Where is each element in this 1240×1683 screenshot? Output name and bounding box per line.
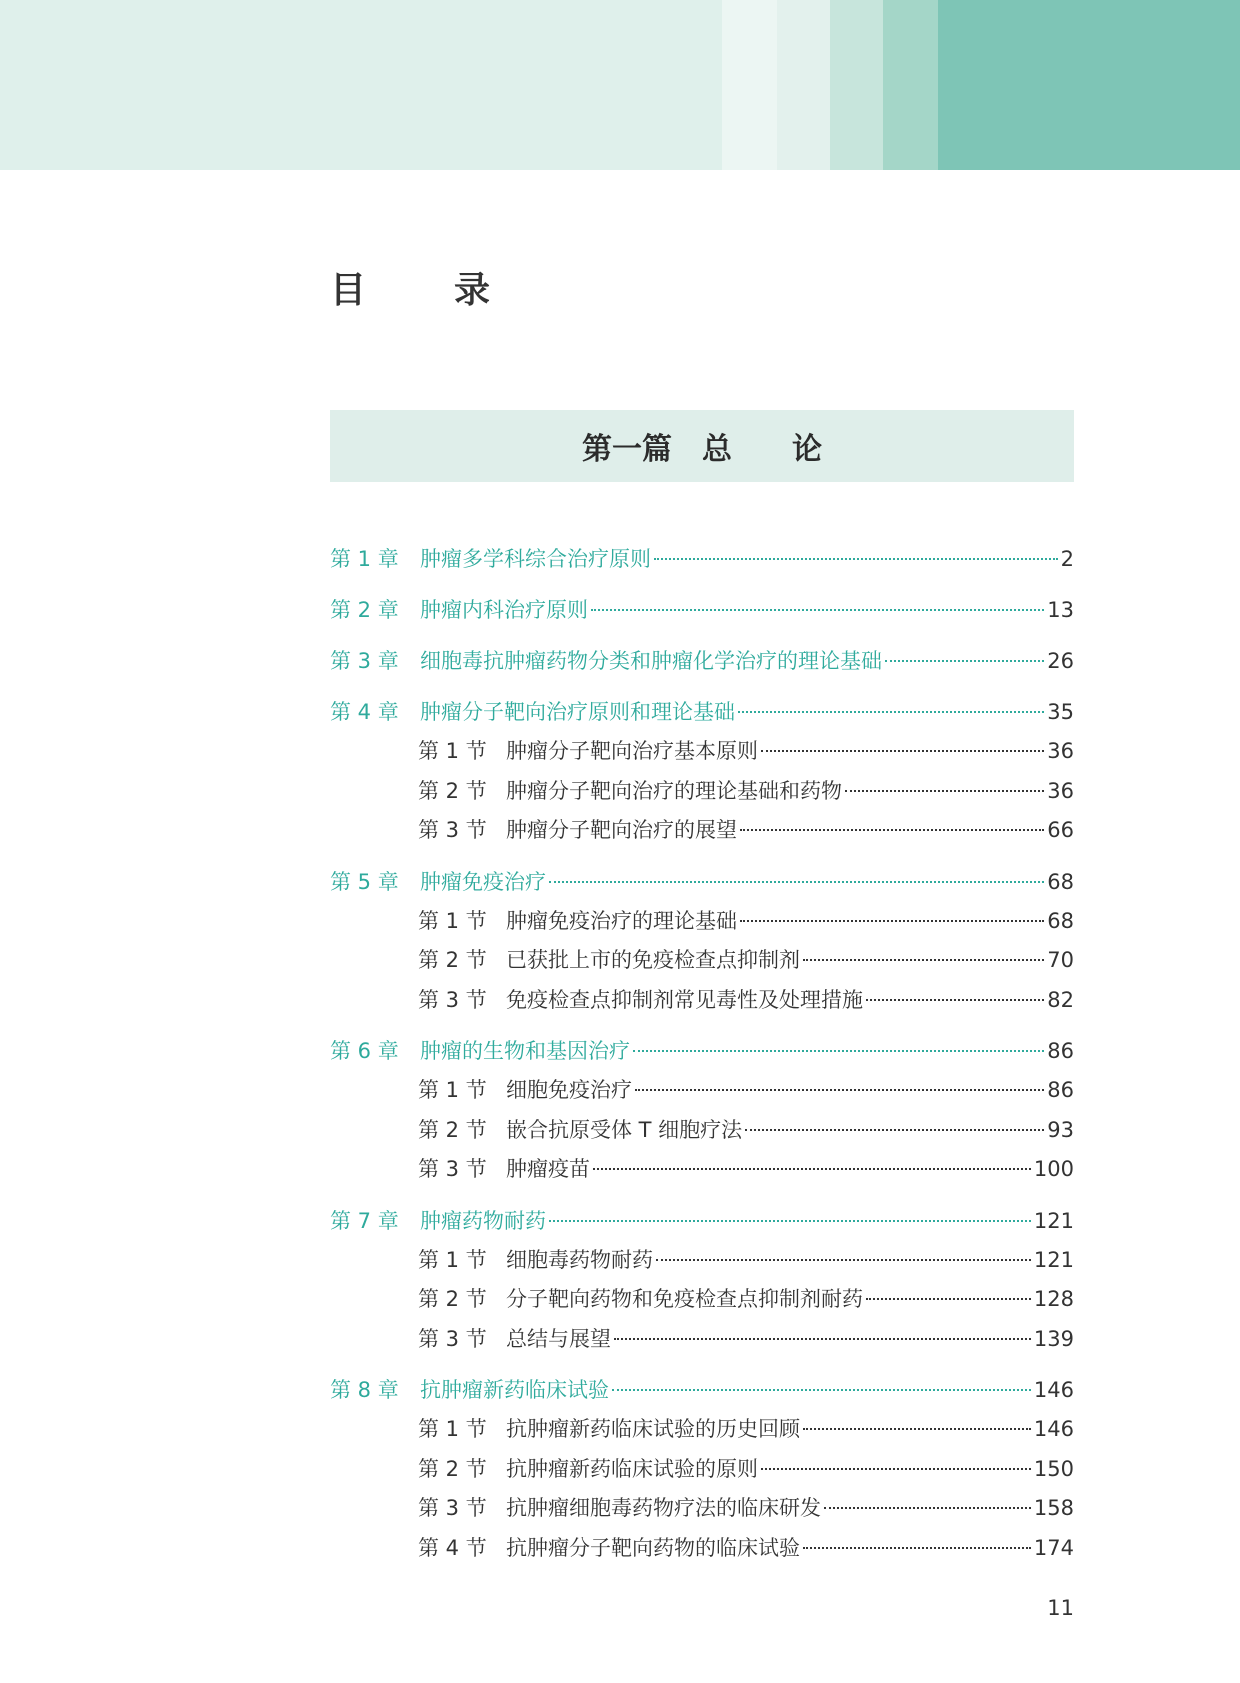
page-ref: 86: [1047, 1078, 1074, 1102]
section-number: 第 3 节: [418, 1326, 487, 1351]
toc-section-entry[interactable]: [330, 1280, 1074, 1320]
section-number: 第 1 节: [418, 739, 487, 763]
toc-section-entry[interactable]: [330, 1111, 1074, 1151]
dot-leader: [614, 1338, 1031, 1340]
section-number: 第 2 节: [418, 1456, 487, 1481]
page-ref: 93: [1047, 1117, 1074, 1142]
toc-section-entry[interactable]: [330, 981, 1074, 1021]
section-title: 抗肿瘤细胞毒药物疗法的临床研发: [506, 1496, 821, 1520]
toc-section-entry[interactable]: [330, 1150, 1074, 1190]
toc-section-entry[interactable]: [330, 941, 1074, 981]
toc-chapter-entry[interactable]: [330, 1371, 1074, 1410]
header-band-segment: [938, 0, 1240, 170]
page-ref: 158: [1033, 1496, 1074, 1520]
toc-chapter-entry[interactable]: [330, 591, 1074, 630]
dot-leader: [633, 1050, 1044, 1052]
page-ref: 128: [1033, 1287, 1074, 1311]
chapter-title: 细胞毒抗肿瘤药物分类和肿瘤化学治疗的理论基础: [420, 649, 882, 673]
page-ref: 36: [1047, 739, 1074, 763]
page-ref: 66: [1047, 818, 1074, 842]
page-ref: 35: [1047, 700, 1074, 724]
dot-leader: [549, 1220, 1031, 1222]
section-title: 嵌合抗原受体 T 细胞疗法: [506, 1117, 743, 1142]
header-band-segment: [0, 0, 722, 170]
toc-section-entry[interactable]: [330, 1410, 1074, 1450]
chapter-title: 肿瘤药物耐药: [420, 1208, 546, 1233]
section-title: 抗肿瘤新药临床试验的历史回顾: [506, 1417, 800, 1441]
section-title: 肿瘤分子靶向治疗的展望: [506, 818, 737, 842]
section-number: 第 2 节: [418, 1117, 487, 1142]
dot-leader: [635, 1089, 1044, 1091]
chapter-number: 第 6 章: [330, 1039, 399, 1063]
dot-leader: [612, 1389, 1031, 1391]
section-number: 第 1 节: [418, 908, 487, 933]
section-number: 第 2 节: [418, 778, 487, 803]
chapter-number: 第 8 章: [330, 1378, 399, 1402]
dot-leader: [885, 660, 1044, 662]
section-title: 抗肿瘤新药临床试验的原则: [506, 1456, 758, 1481]
chapter-title: 肿瘤多学科综合治疗原则: [420, 547, 651, 571]
chapter-title: 抗肿瘤新药临床试验: [420, 1378, 609, 1402]
header-band-segment: [722, 0, 777, 170]
section-title: 细胞毒药物耐药: [506, 1247, 653, 1272]
page-ref: 86: [1047, 1039, 1074, 1063]
page-ref: 146: [1033, 1378, 1074, 1402]
page-ref: 150: [1033, 1456, 1074, 1481]
section-title: 肿瘤分子靶向治疗的理论基础和药物: [506, 778, 842, 803]
page-ref: 121: [1033, 1208, 1074, 1233]
toc-section-entry[interactable]: [330, 1529, 1074, 1569]
page-ref: 82: [1047, 987, 1074, 1012]
dot-leader: [803, 1547, 1031, 1549]
toc-section-entry[interactable]: [330, 811, 1074, 851]
dot-leader: [593, 1168, 1031, 1170]
toc-chapter-entry[interactable]: [330, 1202, 1074, 1241]
page-ref: 68: [1047, 869, 1074, 894]
dot-leader: [866, 999, 1044, 1001]
dot-leader: [803, 1428, 1031, 1430]
section-title: 总结与展望: [506, 1326, 611, 1351]
section-title: 已获批上市的免疫检查点抑制剂: [506, 948, 800, 972]
section-title: 免疫检查点抑制剂常见毒性及处理措施: [506, 987, 863, 1012]
section-title: 肿瘤免疫治疗的理论基础: [506, 908, 737, 933]
toc-chapter-entry[interactable]: [330, 693, 1074, 732]
chapter-number: 第 2 章: [330, 598, 399, 622]
section-title: 分子靶向药物和免疫检查点抑制剂耐药: [506, 1287, 863, 1311]
toc-section-entry[interactable]: [330, 1241, 1074, 1281]
toc-section-entry[interactable]: [330, 1071, 1074, 1111]
dot-leader: [761, 750, 1044, 752]
header-color-band: [0, 0, 1240, 170]
toc-section-entry[interactable]: [330, 1320, 1074, 1360]
chapter-number: 第 4 章: [330, 700, 399, 724]
header-band-segment: [883, 0, 938, 170]
toc-chapter-entry[interactable]: [330, 540, 1074, 579]
chapter-number: 第 1 章: [330, 547, 399, 571]
toc-section-entry[interactable]: [330, 1489, 1074, 1529]
header-band-segment: [777, 0, 830, 170]
dot-leader: [745, 1129, 1044, 1131]
dot-leader: [654, 558, 1058, 560]
chapter-title: 肿瘤内科治疗原则: [420, 598, 588, 622]
section-number: 第 3 节: [418, 987, 487, 1012]
toc-chapter-entry[interactable]: [330, 642, 1074, 681]
chapter-title: 肿瘤的生物和基因治疗: [420, 1039, 630, 1063]
toc-chapter-entry[interactable]: [330, 1032, 1074, 1071]
toc-section-entry[interactable]: [330, 772, 1074, 812]
dot-leader: [824, 1507, 1031, 1509]
dot-leader: [803, 959, 1044, 961]
section-number: 第 2 节: [418, 948, 487, 972]
toc-section-entry[interactable]: [330, 1450, 1074, 1490]
page-ref: 2: [1060, 547, 1074, 571]
section-title: 肿瘤疫苗: [506, 1157, 590, 1181]
section-number: 第 2 节: [418, 1287, 487, 1311]
page-ref: 68: [1047, 908, 1074, 933]
section-number: 第 4 节: [418, 1535, 487, 1560]
chapter-title: 肿瘤分子靶向治疗原则和理论基础: [420, 700, 735, 724]
section-number: 第 1 节: [418, 1078, 487, 1102]
page-ref: 26: [1047, 649, 1074, 673]
page-ref: 146: [1033, 1417, 1074, 1441]
chapter-number: 第 3 章: [330, 649, 399, 673]
dot-leader: [740, 829, 1044, 831]
section-number: 第 1 节: [418, 1247, 487, 1272]
section-title: 肿瘤分子靶向治疗基本原则: [506, 739, 758, 763]
page-ref: 139: [1033, 1326, 1074, 1351]
section-title: 细胞免疫治疗: [506, 1078, 632, 1102]
dot-leader: [866, 1298, 1031, 1300]
part-banner: [330, 410, 1074, 482]
chapter-title: 肿瘤免疫治疗: [420, 869, 546, 894]
page-ref: 13: [1047, 598, 1074, 622]
dot-leader: [761, 1468, 1031, 1470]
toc-chapter-entry[interactable]: [330, 863, 1074, 902]
page-ref: 174: [1033, 1535, 1074, 1560]
section-title: 抗肿瘤分子靶向药物的临床试验: [506, 1535, 800, 1560]
toc-section-entry[interactable]: [330, 902, 1074, 942]
section-number: 第 3 节: [418, 1157, 487, 1181]
section-number: 第 3 节: [418, 1496, 487, 1520]
header-band-segment: [830, 0, 883, 170]
page-ref: 121: [1033, 1247, 1074, 1272]
page-title: 目 录: [330, 269, 517, 311]
chapter-number: 第 7 章: [330, 1208, 399, 1233]
dot-leader: [656, 1259, 1031, 1261]
table-of-contents: [330, 540, 1074, 1568]
toc-section-entry[interactable]: [330, 732, 1074, 772]
page-ref: 36: [1047, 778, 1074, 803]
page-ref: 70: [1047, 948, 1074, 972]
page-ref: 100: [1033, 1157, 1074, 1181]
dot-leader: [738, 711, 1044, 713]
part-title: 第一篇 总 论: [582, 432, 822, 467]
dot-leader: [591, 609, 1044, 611]
page-number: 11: [1047, 1596, 1074, 1620]
chapter-number: 第 5 章: [330, 869, 399, 894]
dot-leader: [549, 881, 1044, 883]
dot-leader: [845, 790, 1044, 792]
section-number: 第 1 节: [418, 1417, 487, 1441]
section-number: 第 3 节: [418, 818, 487, 842]
dot-leader: [740, 920, 1044, 922]
